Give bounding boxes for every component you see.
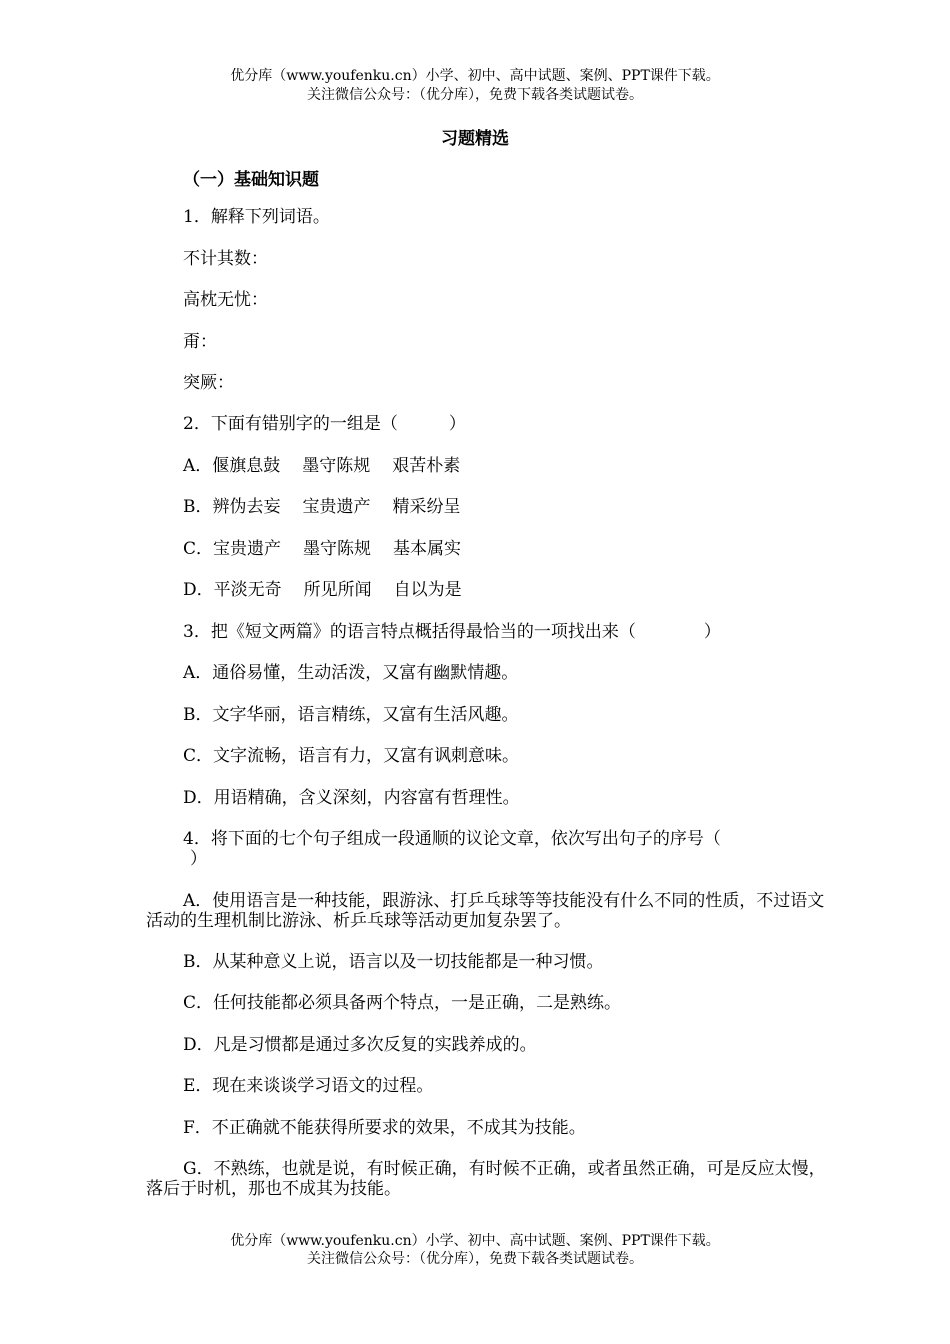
q4-sentence-f: F．不正确就不能获得所要求的效果，不成其为技能。 <box>183 1118 586 1138</box>
q4-sentence-b: B．从某种意义上说，语言以及一切技能都是一种习惯。 <box>183 952 604 972</box>
header-line-2: 关注微信公众号：（优分库），免费下载各类试题试卷。 <box>307 87 643 103</box>
page-title: 习题精选 <box>441 129 509 149</box>
q2-option-b <box>183 497 461 517</box>
q2-option-a-2: 墨守陈规 <box>302 456 371 476</box>
q2-option-c-3: 基本属实 <box>393 539 462 559</box>
q2-option-b-2: 宝贵遗产 <box>302 497 371 517</box>
q4-stem-line-1: 4．将下面的七个句子组成一段通顺的议论文章，依次写出句子的序号（ <box>183 829 721 849</box>
q2-option-c-1: C．宝贵遗产 <box>183 539 282 559</box>
q4-stem-line-2: ） <box>190 849 207 869</box>
footer-line-1: 优分库（www.youfenku.cn）小学、初中、高中试题、案例、PPT课件下载。 <box>230 1233 720 1249</box>
q2-option-d-3: 自以为是 <box>393 580 462 600</box>
q1-term-4: 突厥： <box>183 373 234 393</box>
q2-option-c-2: 墨守陈规 <box>303 539 372 559</box>
q1-term-2: 高枕无忧： <box>183 290 268 310</box>
q2-option-b-3: 精采纷呈 <box>392 497 461 517</box>
q2-option-b-1: B．辨伪去妄 <box>183 497 281 517</box>
q4-sentence-a: A．使用语言是一种技能，跟游泳、打乒乓球等等技能没有什么不同的性质，不过语文活动的生理机制比游泳、析乒乓球等活动更加复杂罢了。 <box>146 891 825 931</box>
q3-option-d: D．用语精确，含义深刻，内容富有哲理性。 <box>183 788 520 808</box>
q3-option-a: A．通俗易懂，生动活泼，又富有幽默情趣。 <box>183 663 519 683</box>
q4-sentence-d: D．凡是习惯都是通过多次反复的实践养成的。 <box>183 1035 537 1055</box>
q3-stem: 3．把《短文两篇》的语言特点概括得最恰当的一项找出来（ ） <box>183 622 721 642</box>
q2-stem: 2．下面有错别字的一组是（ ） <box>183 414 466 434</box>
q1-stem: 1．解释下列词语。 <box>183 207 330 227</box>
q2-option-a-3: 艰苦朴素 <box>392 456 461 476</box>
q4-sentence-g: G．不熟练，也就是说，有时候正确，有时候不正确，或者虽然正确，可是反应太慢，落后于时机，那也不成其为技能。 <box>146 1159 826 1199</box>
header-line-1: 优分库（www.youfenku.cn）小学、初中、高中试题、案例、PPT课件下载。 <box>230 68 720 84</box>
q4-sentence-e: E．现在来谈谈学习语文的过程。 <box>183 1076 434 1096</box>
q3-option-b: B．文字华丽，语言精练，又富有生活风趣。 <box>183 705 519 725</box>
section-heading: （一）基础知识题 <box>183 170 319 190</box>
q1-term-3: 甭： <box>183 332 217 352</box>
q2-option-d-2: 所见所闻 <box>303 580 372 600</box>
q2-option-a-1: A．偃旗息鼓 <box>183 456 281 476</box>
q3-option-c: C．文字流畅，语言有力，又富有讽刺意味。 <box>183 746 520 766</box>
q2-option-a <box>183 456 460 476</box>
q2-option-c <box>183 539 461 559</box>
q2-option-d-1: D．平淡无奇 <box>183 580 282 600</box>
q2-option-d <box>183 580 462 600</box>
q1-term-1: 不计其数： <box>183 249 268 269</box>
footer-line-2: 关注微信公众号：（优分库），免费下载各类试题试卷。 <box>307 1251 643 1267</box>
q4-sentence-c: C．任何技能都必须具备两个特点，一是正确，二是熟练。 <box>183 993 622 1013</box>
